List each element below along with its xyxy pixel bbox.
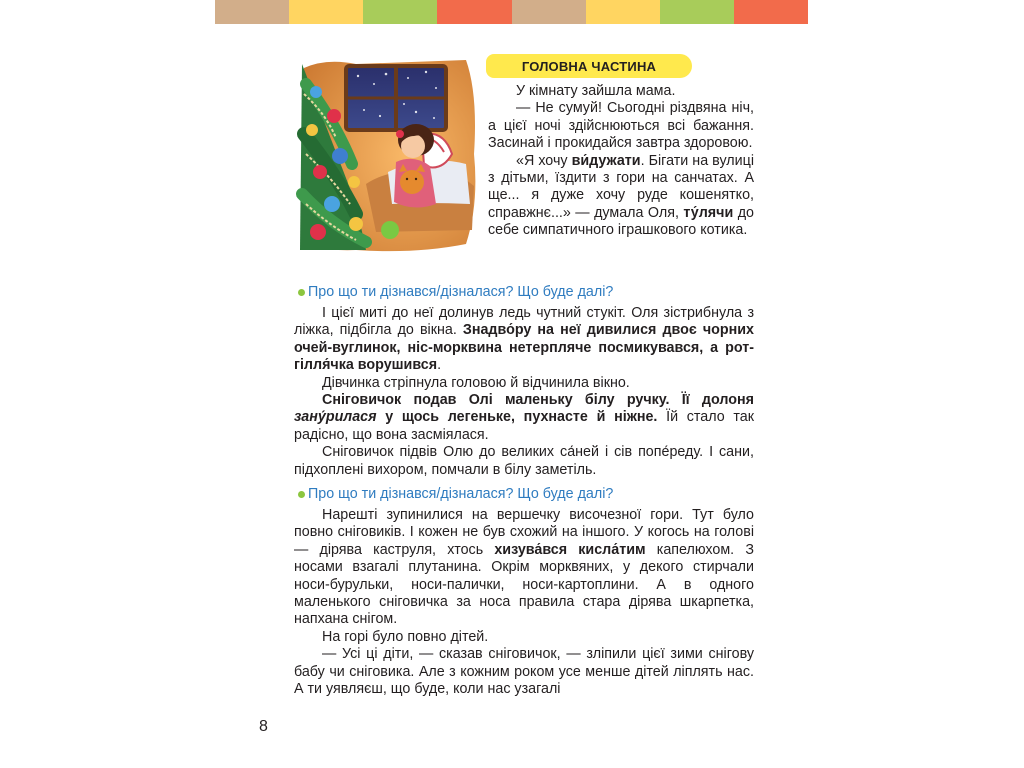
paragraph	[294, 305, 754, 375]
text-run: І цієї миті до неї долинув ледь чутний стукіт. Оля зістрибнула з ліжка, підбігла до вікна.	[294, 305, 754, 339]
paragraph: — Усі ці діти, — сказав сніговичок, — зліпили цієї зими снігову бабу чи сніговика. Але з кожним роком усе менше дітей ліплять нас. А ти уявляєш, що буде, коли нас узагалі	[294, 646, 754, 698]
intro-text-block	[488, 83, 754, 240]
text-run: капелюхом. З носами взагалі плутанина. Окрім морквяних, у декого стирчали носи-бурульки, носи-палички, носи-картоплини. А в одного маленького сніговичка за носа правила стара дірява шкарпетка, напхана снігом.	[294, 541, 754, 628]
stripe-segment	[215, 0, 289, 24]
paragraph: На горі було повно дітей.	[322, 628, 489, 645]
stripe-segment	[660, 0, 734, 24]
text-run: Їй стало так радісно, що вона засміялася.	[294, 409, 754, 443]
bold-phrase: у щось легеньке, пухнасте й ніжне.	[376, 409, 658, 426]
green-bullet-icon	[298, 491, 305, 498]
text-run: Нарешті зупинилися на вершечку височезної гори. Тут було повно сніговиків. І кожен не був схожий на іншого. У когось на голові — дірява каструля, хтось	[294, 507, 754, 558]
page-number: 8	[259, 718, 268, 735]
bold-word: ви́дужати	[571, 152, 641, 169]
discussion-question	[308, 486, 768, 503]
text-run: . Бігати на вулиці з дітьми, їздити з гори на санчатах. А ще... я дуже хочу руде кошенятко, справжнє...» — думала Оля,	[488, 152, 754, 221]
section-title-badge: ГОЛОВНА ЧАСТИНА	[486, 54, 692, 78]
text-run: .	[437, 357, 442, 374]
story-text-block	[294, 507, 754, 698]
question-text: Про що ти дізнався/дізналася? Що буде далі?	[308, 284, 614, 300]
story-text-block	[294, 305, 754, 479]
stripe-segment	[734, 0, 808, 24]
text-run: до себе симпатичного іграшкового котика.	[488, 204, 754, 239]
paragraph	[294, 392, 754, 444]
stripe-segment	[512, 0, 586, 24]
paragraph	[488, 153, 754, 240]
bold-word: ту́лячи	[683, 204, 734, 221]
paragraph: Дівчинка стріпнула головою й відчинила вікно.	[322, 374, 630, 391]
paragraph: — Не сумуй! Сьогодні різдвяна ніч, а цієї ночі здійснюються всі бажання. Засинай і прокидайся завтра здоровою.	[488, 100, 754, 152]
bold-italic-word: зану́рилася	[294, 409, 377, 426]
text-run: «Я хочу	[516, 152, 572, 169]
decorative-color-stripe	[215, 0, 808, 24]
paragraph: У кімнату зайшла мама.	[516, 83, 676, 99]
paragraph	[294, 507, 754, 629]
green-bullet-icon	[298, 289, 305, 296]
bold-phrase: хизува́вся кисла́тим	[494, 541, 646, 558]
girl-by-christmas-tree-illustration	[296, 54, 479, 254]
discussion-question	[308, 284, 768, 301]
stripe-segment	[289, 0, 363, 24]
stripe-segment	[586, 0, 660, 24]
question-text: Про що ти дізнався/дізналася? Що буде далі?	[308, 486, 614, 502]
stripe-segment	[363, 0, 437, 24]
stripe-segment	[437, 0, 511, 24]
bold-phrase: Знадво́ру на неї дивилися двоє чорних очей-вуглинок, ніс-морквина нетерпляче посмикувався, а рот-гілля́чка ворушився	[294, 322, 754, 374]
bold-phrase: Сніговичок подав Олі маленьку білу ручку. Її долоня	[322, 392, 754, 409]
paragraph: Сніговичок підвів Олю до великих са́ней і сів попе́реду. І сани, підхоплені вихором, помчали в білу заметіль.	[294, 444, 754, 478]
